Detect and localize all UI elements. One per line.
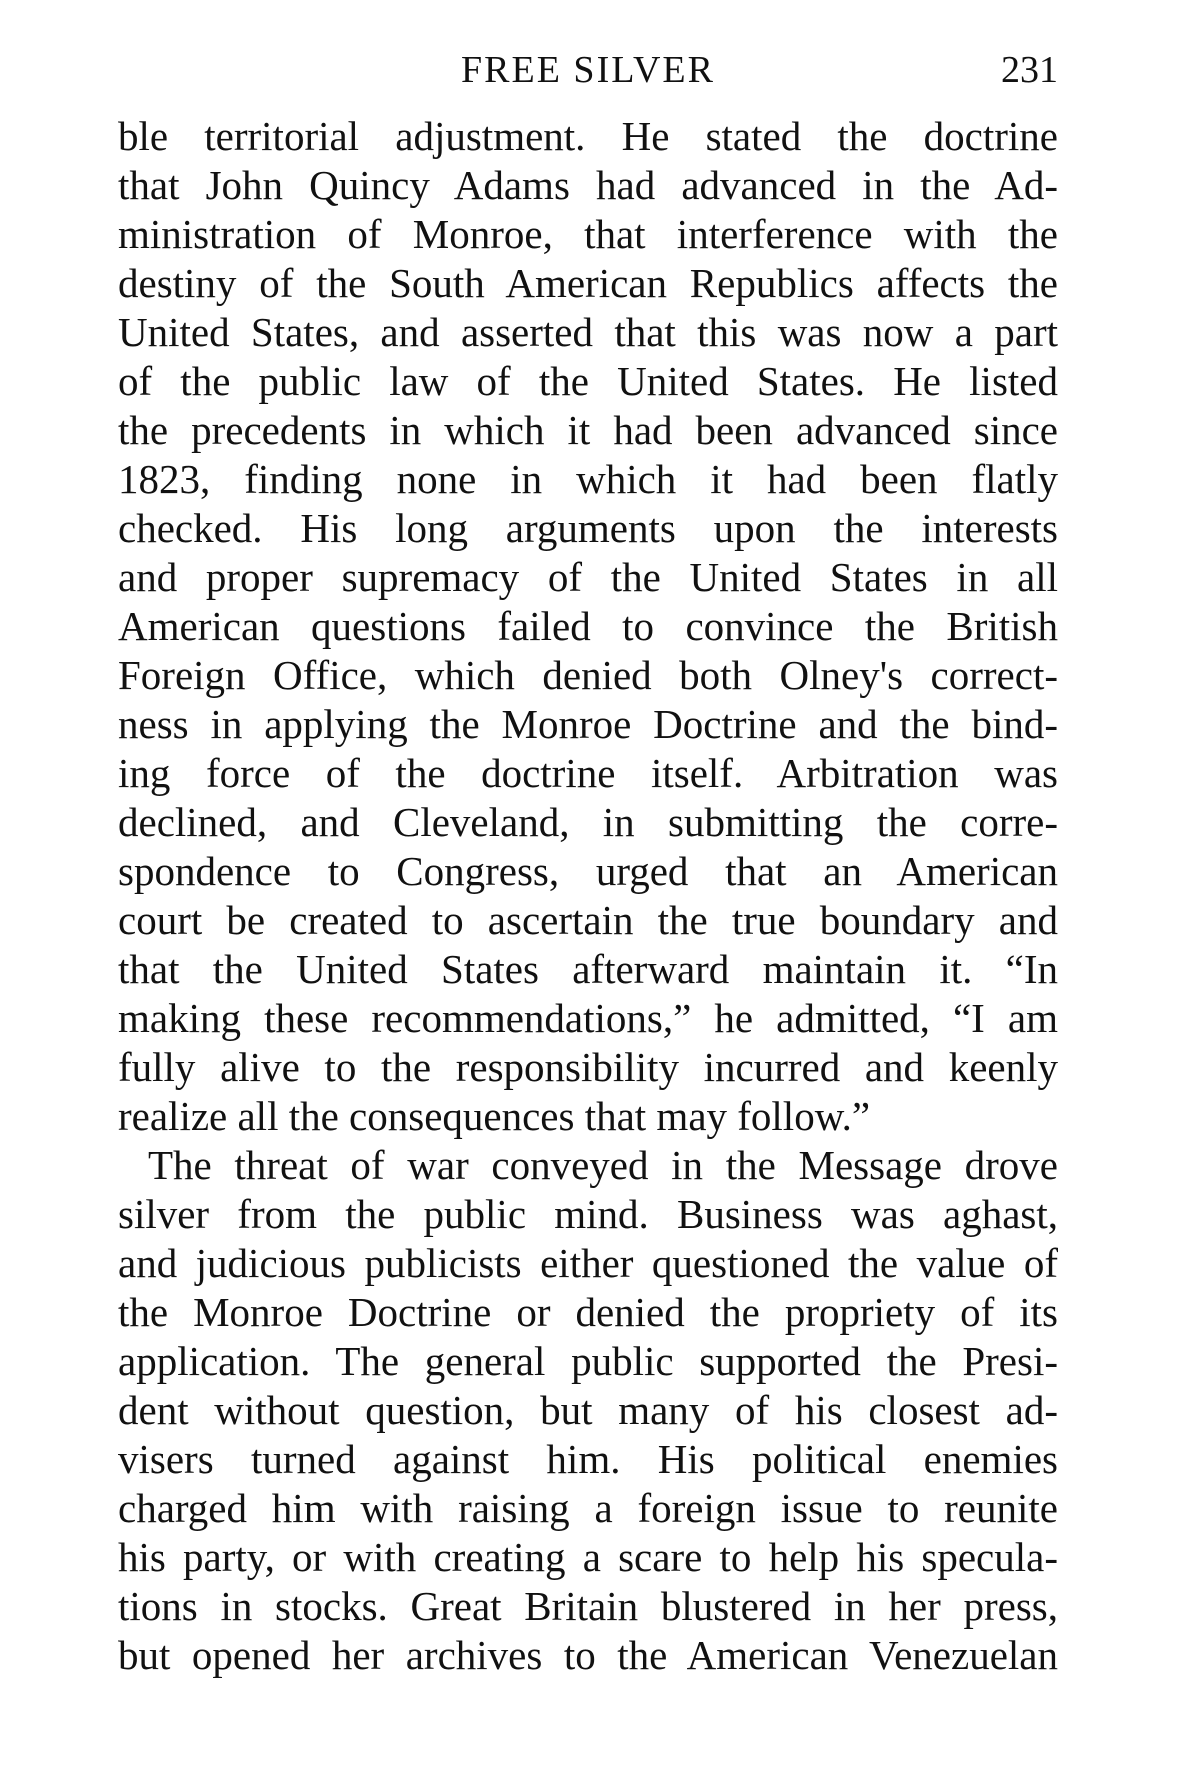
page-number: 231 [1001,49,1058,91]
text-line-23: silver from the public mind. Business was aghast, [118,1191,1058,1237]
text-line-24: and judicious publicists either questioned the value of [118,1240,1058,1286]
text-line-2: that John Quincy Adams had advanced in the Ad- [118,162,1058,208]
text-line-20: fully alive to the responsibility incurred and keenly [118,1044,1058,1090]
text-line-17: court be created to ascertain the true boundary and [118,897,1058,943]
text-line-14: ing force of the doctrine itself. Arbitration was [118,750,1058,796]
text-line-32: but opened her archives to the American Venezuelan [118,1632,1058,1678]
text-line-7: the precedents in which it had been advanced since [118,407,1058,453]
text-line-31: tions in stocks. Great Britain blustered in her press, [118,1583,1058,1629]
text-line-22: The threat of war conveyed in the Message drove [148,1142,1058,1188]
text-line-1: ble territorial adjustment. He stated the doctrine [118,113,1058,159]
text-line-26: application. The general public supported the Presi- [118,1338,1058,1384]
text-line-16: spondence to Congress, urged that an American [118,848,1058,894]
text-line-25: the Monroe Doctrine or denied the propriety of its [118,1289,1058,1335]
text-line-6: of the public law of the United States. He listed [118,358,1058,404]
text-line-21: realize all the consequences that may follow.” [118,1093,871,1139]
text-line-29: charged him with raising a foreign issue to reunite [118,1485,1058,1531]
text-line-30: his party, or with creating a scare to help his specula- [118,1534,1058,1580]
body-text [118,112,1058,1680]
text-line-19: making these recommendations,” he admitted, “I am [118,995,1058,1041]
text-line-18: that the United States afterward maintain it. “In [118,946,1058,992]
page-header [118,40,1058,100]
text-line-5: United States, and asserted that this was now a part [118,309,1058,355]
text-line-9: checked. His long arguments upon the interests [118,505,1058,551]
text-line-3: ministration of Monroe, that interference with the [118,211,1058,257]
text-line-8: 1823, finding none in which it had been flatly [118,456,1058,502]
text-line-12: Foreign Office, which denied both Olney's correct- [118,652,1058,698]
text-line-10: and proper supremacy of the United States in all [118,554,1058,600]
text-line-11: American questions failed to convince the British [118,603,1058,649]
text-line-13: ness in applying the Monroe Doctrine and the bind- [118,701,1058,747]
text-line-4: destiny of the South American Republics affects the [118,260,1058,306]
text-line-27: dent without question, but many of his closest ad- [118,1387,1058,1433]
running-title: FREE SILVER [461,49,715,91]
text-line-28: visers turned against him. His political enemies [118,1436,1058,1482]
text-line-15: declined, and Cleveland, in submitting the corre- [118,799,1058,845]
